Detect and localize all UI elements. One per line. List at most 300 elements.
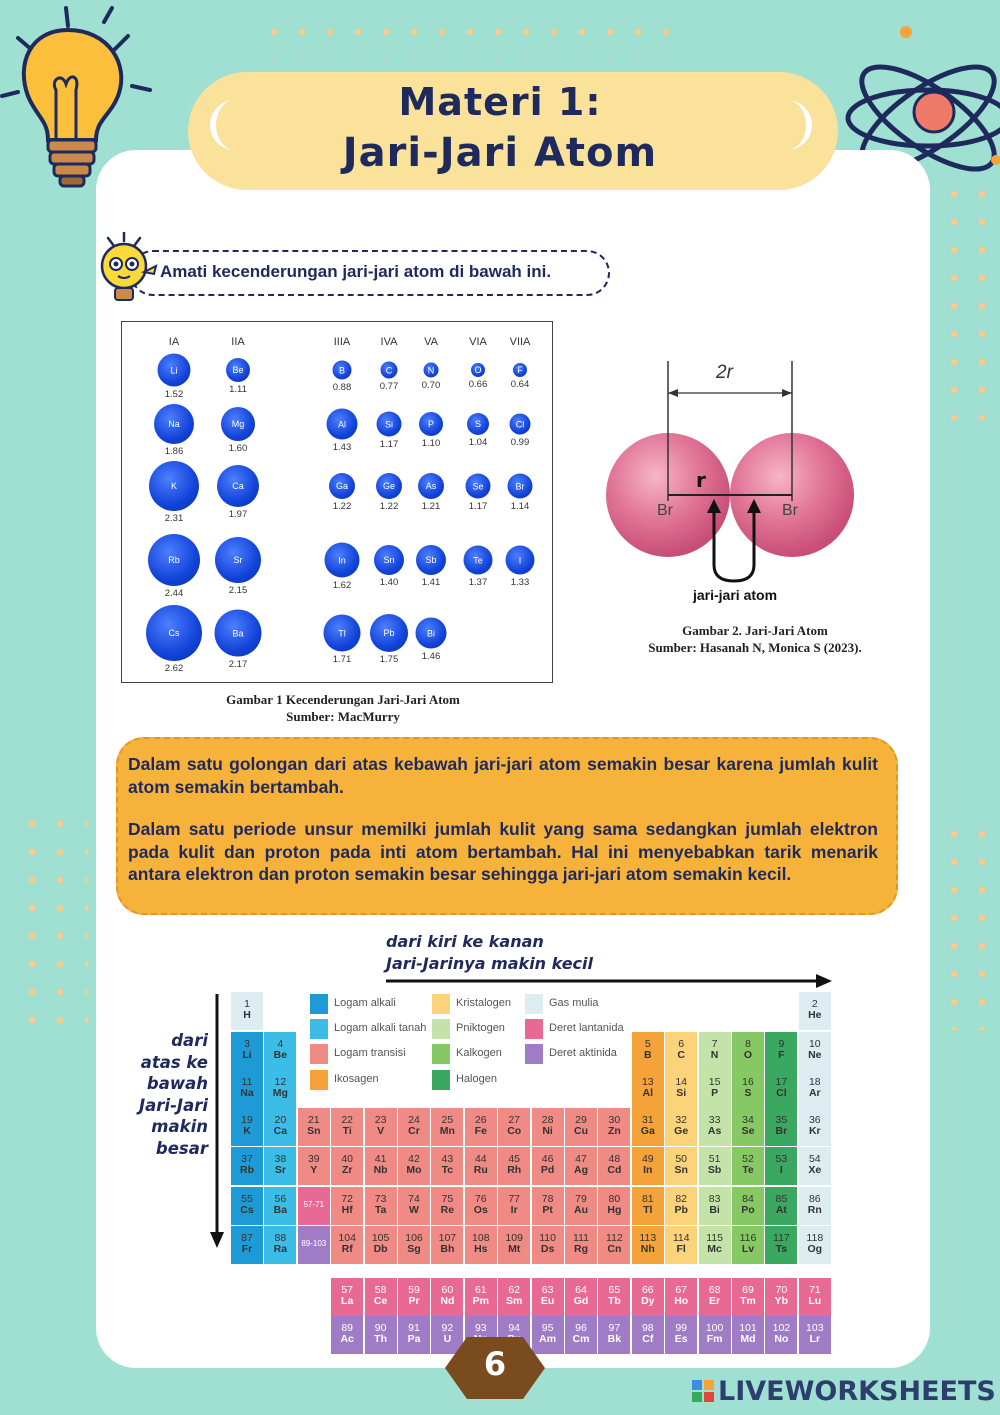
instruction-text: Amati kecenderungan jari-jari atom di bawah ini.	[160, 262, 552, 281]
element-cell	[231, 1147, 263, 1185]
element-symbol: Al	[642, 1087, 654, 1099]
element-symbol: Tb	[607, 1295, 621, 1307]
element-symbol: Ga	[640, 1125, 655, 1137]
atomic-number: 7	[711, 1038, 718, 1050]
atom-sphere: Cs	[146, 605, 202, 661]
group-header: IVA	[380, 336, 398, 348]
element-cell	[398, 1278, 430, 1316]
element-cell	[231, 992, 263, 1030]
atom-sphere: Tl	[324, 615, 361, 652]
element-symbol: Ho	[674, 1295, 689, 1307]
atomic-number: 50	[675, 1153, 688, 1165]
element-symbol: U	[443, 1333, 452, 1345]
element-cell	[699, 1108, 731, 1146]
element-symbol: Es	[674, 1333, 688, 1345]
atom-sphere: As	[418, 473, 444, 499]
element-cell	[298, 1147, 330, 1185]
element-cell	[598, 1108, 630, 1146]
element-symbol: Er	[709, 1295, 721, 1307]
element-symbol: Hs	[474, 1243, 488, 1255]
atomic-number: 52	[742, 1153, 754, 1165]
legend-swatch	[310, 1044, 328, 1064]
element-symbol: Rf	[341, 1243, 353, 1255]
element-cell	[565, 1108, 597, 1146]
element-symbol: Ca	[273, 1125, 288, 1137]
element-cell	[331, 1187, 363, 1225]
element-symbol: Dy	[641, 1295, 655, 1307]
element-cell	[565, 1316, 597, 1354]
atomic-number: 44	[474, 1153, 487, 1165]
element-symbol: Cm	[572, 1333, 590, 1345]
element-cell	[398, 1316, 430, 1354]
atomic-number: 30	[608, 1114, 621, 1126]
atomic-number: 68	[708, 1284, 721, 1296]
element-symbol: He	[808, 1009, 822, 1021]
atomic-number: 36	[808, 1114, 821, 1126]
element-symbol: Ir	[510, 1204, 518, 1216]
atomic-number: 74	[408, 1193, 420, 1205]
legend-swatch	[310, 994, 328, 1014]
atom-sphere: Si	[377, 412, 402, 437]
atomic-number: 43	[441, 1153, 454, 1165]
atomic-radius-value: 1.62	[332, 579, 352, 591]
element-cell	[465, 1226, 497, 1264]
element-symbol: Fe	[474, 1125, 487, 1137]
element-symbol: Sn	[674, 1164, 688, 1176]
group-header: VIIA	[509, 336, 531, 348]
element-symbol: Ar	[808, 1087, 821, 1099]
element-cell	[699, 1147, 731, 1185]
right-arrow-icon	[386, 972, 832, 990]
atomic-number: 39	[307, 1153, 320, 1165]
atomic-number: 66	[641, 1284, 654, 1296]
element-cell	[465, 1108, 497, 1146]
atomic-radius-value: 1.22	[379, 501, 399, 512]
atomic-number: 110	[539, 1232, 556, 1244]
atomic-number: 2	[811, 998, 818, 1010]
atomic-number: 58	[374, 1284, 387, 1296]
atomic-number: 73	[374, 1193, 387, 1205]
atomic-number: 55	[241, 1193, 253, 1205]
atomic-number: 37	[241, 1153, 253, 1165]
atomic-number: 111	[573, 1232, 589, 1244]
atomic-radius-value: 1.10	[421, 438, 441, 449]
element-symbol: N	[710, 1049, 719, 1061]
element-symbol: Ac	[340, 1333, 354, 1345]
atomic-radius-value: 0.77	[379, 380, 399, 392]
element-symbol: Og	[807, 1243, 823, 1255]
atomic-number: 48	[608, 1153, 621, 1165]
element-cell	[665, 1108, 697, 1146]
atomic-number: 15	[708, 1076, 721, 1088]
atomic-number: 117	[773, 1232, 790, 1244]
atomic-number: 94	[508, 1322, 521, 1334]
element-symbol: Cu	[574, 1125, 588, 1137]
legend-label: Logam transisi	[334, 1047, 406, 1059]
atomic-number: 86	[808, 1193, 821, 1205]
element-cell	[431, 1187, 463, 1225]
element-cell	[799, 1316, 831, 1354]
atomic-number: 56	[274, 1193, 287, 1205]
atomic-number: 65	[608, 1284, 621, 1296]
atomic-number: 75	[441, 1193, 454, 1205]
atom-sphere: I	[506, 546, 535, 575]
element-symbol: P	[711, 1087, 719, 1099]
element-cell	[365, 1316, 397, 1354]
legend-label: Deret lantanida	[549, 1022, 624, 1034]
dot-pattern-right-low	[940, 820, 1000, 1030]
element-cell	[598, 1147, 630, 1185]
element-cell	[465, 1187, 497, 1225]
element-symbol: B	[644, 1049, 652, 1061]
element-symbol: Tm	[740, 1295, 756, 1307]
element-symbol: Bh	[440, 1243, 455, 1255]
figure2-br2-diagram	[600, 355, 870, 615]
atom-sphere: K	[149, 461, 199, 511]
figure1-caption-title: Gambar 1 Kecenderungan Jari-Jari Atom	[226, 692, 460, 707]
atomic-number: 24	[408, 1114, 420, 1126]
element-symbol: Pt	[542, 1204, 553, 1216]
element-cell	[632, 1316, 664, 1354]
element-symbol: F	[778, 1049, 785, 1061]
element-symbol: Hf	[341, 1204, 353, 1216]
atomic-number: 35	[775, 1114, 788, 1126]
atomic-radius-value: 1.46	[421, 650, 441, 662]
atomic-radius-value: 1.33	[510, 576, 530, 588]
atomic-number: 46	[541, 1153, 554, 1165]
element-cell	[765, 1032, 797, 1070]
element-symbol: Tc	[441, 1164, 454, 1176]
atom-sphere: Sn	[374, 545, 404, 575]
legend-swatch	[525, 994, 543, 1014]
atomic-number: 27	[508, 1114, 521, 1126]
element-cell	[732, 1316, 764, 1354]
atomic-number: 61	[474, 1284, 487, 1296]
element-symbol: Yb	[774, 1295, 789, 1307]
element-symbol: Rn	[807, 1204, 822, 1216]
atom-sphere: Rb	[148, 534, 200, 586]
atomic-number: 33	[708, 1114, 721, 1126]
atomic-radius-value: 2.44	[164, 588, 184, 599]
atomic-number: 3	[244, 1038, 250, 1050]
element-symbol: Po	[741, 1204, 755, 1216]
atomic-number: 101	[739, 1322, 757, 1334]
atomic-number: 102	[772, 1322, 791, 1334]
atomic-number: 77	[508, 1193, 521, 1205]
element-cell	[799, 1226, 831, 1264]
element-symbol: I	[779, 1164, 783, 1176]
element-cell	[632, 1108, 664, 1146]
atom-sphere: S	[467, 413, 489, 435]
element-cell	[632, 1187, 664, 1225]
legend-label: Logam alkali tanah	[334, 1022, 427, 1034]
element-symbol: Rb	[240, 1164, 254, 1176]
element-cell	[431, 1108, 463, 1146]
element-cell	[765, 1226, 797, 1264]
atomic-number: 54	[808, 1153, 821, 1165]
atomic-number: 18	[808, 1076, 821, 1088]
element-cell	[565, 1187, 597, 1225]
element-symbol: Pm	[472, 1295, 489, 1307]
element-symbol: Rg	[574, 1243, 588, 1255]
element-cell	[799, 1108, 831, 1146]
atomic-number: 92	[441, 1322, 454, 1334]
element-cell	[765, 1187, 797, 1225]
atomic-number: 88	[274, 1232, 287, 1244]
element-cell	[532, 1147, 564, 1185]
element-symbol: Zn	[607, 1125, 621, 1137]
element-cell	[598, 1226, 630, 1264]
atom-sphere: Ga	[329, 473, 355, 499]
atomic-radius-value: 2.62	[164, 663, 184, 674]
element-cell	[665, 1278, 697, 1316]
atomic-radius-value: 1.43	[332, 441, 352, 453]
element-cell	[365, 1108, 397, 1146]
element-cell	[298, 1187, 330, 1225]
element-symbol: Ni	[542, 1125, 553, 1137]
atomic-radius-value: 1.60	[228, 443, 248, 454]
element-cell	[732, 1147, 764, 1185]
atomic-number: 113	[639, 1232, 657, 1244]
liveworksheets-logo-icon	[692, 1380, 714, 1402]
atomic-number: 19	[241, 1114, 253, 1126]
atomic-radius-value: 2.15	[228, 585, 248, 596]
element-symbol: Ta	[374, 1204, 387, 1216]
dot-pattern-top	[260, 18, 680, 58]
element-symbol: Pd	[540, 1164, 555, 1176]
atom-sphere: Te	[464, 546, 493, 575]
atomic-radius-value: 1.97	[228, 509, 248, 520]
atom-sphere: Pb	[370, 614, 408, 652]
element-symbol: Nd	[440, 1295, 455, 1307]
element-symbol: Ru	[473, 1164, 488, 1176]
atomic-number: 80	[608, 1193, 621, 1205]
element-cell	[732, 1187, 764, 1225]
element-cell	[799, 1187, 831, 1225]
atom-sphere: Sr	[215, 537, 261, 583]
element-symbol: Sg	[407, 1243, 421, 1255]
element-symbol: Ne	[808, 1049, 822, 1061]
element-cell	[632, 1278, 664, 1316]
element-cell	[398, 1108, 430, 1146]
element-symbol: Li	[242, 1049, 252, 1061]
element-symbol: Ra	[273, 1243, 288, 1255]
legend-swatch	[432, 1019, 450, 1039]
atom-sphere: Be	[226, 358, 250, 382]
atomic-radius-value: 1.22	[332, 501, 352, 512]
atomic-number: 25	[441, 1114, 454, 1126]
element-cell	[532, 1278, 564, 1316]
atomic-radius-value: 1.17	[468, 500, 488, 512]
legend-swatch	[525, 1019, 543, 1039]
element-symbol: Md	[740, 1333, 756, 1345]
element-symbol: Am	[539, 1333, 557, 1345]
dot-pattern-right	[940, 180, 1000, 420]
element-symbol: S	[744, 1087, 752, 1099]
atom-sphere: B	[333, 361, 352, 380]
element-cell	[765, 1070, 797, 1108]
group-header: VA	[424, 336, 438, 348]
element-cell	[231, 1070, 263, 1108]
element-symbol: K	[243, 1125, 251, 1137]
element-symbol: Nh	[640, 1243, 655, 1255]
element-symbol: Hg	[607, 1204, 622, 1216]
atomic-radius-value: 2.17	[228, 658, 248, 670]
element-symbol: Na	[240, 1087, 254, 1099]
atomic-radius-value: 2.31	[164, 513, 184, 524]
atomic-radius-value: 1.71	[332, 653, 352, 665]
atomic-number: 114	[672, 1232, 690, 1244]
lightbulb-mascot-icon	[94, 232, 160, 306]
element-symbol: Rh	[507, 1164, 522, 1176]
atom-sphere: Mg	[221, 407, 255, 441]
element-cell	[264, 1032, 296, 1070]
atomic-number: 109	[505, 1232, 523, 1244]
element-symbol: No	[774, 1333, 789, 1345]
atomic-number: 1	[244, 998, 250, 1010]
atomic-number: 45	[508, 1153, 521, 1165]
element-cell	[732, 1278, 764, 1316]
element-cell	[565, 1278, 597, 1316]
atomic-number: 87	[241, 1232, 253, 1244]
atomic-radius-pointer-label: jari-jari atom	[692, 587, 778, 603]
atomic-number: 100	[705, 1322, 724, 1334]
atomic-number: 83	[708, 1193, 721, 1205]
element-cell	[732, 1032, 764, 1070]
atom-sphere: F	[513, 363, 527, 377]
legend-swatch	[310, 1019, 328, 1039]
element-cell	[765, 1316, 797, 1354]
element-cell	[365, 1226, 397, 1264]
element-cell	[532, 1226, 564, 1264]
atomic-number: 72	[341, 1193, 354, 1205]
atomic-radius-value: 1.75	[379, 654, 399, 665]
atomic-number: 70	[775, 1284, 788, 1296]
element-symbol: Ds	[540, 1243, 555, 1255]
page-number: 6	[483, 1345, 507, 1383]
element-cell	[431, 1278, 463, 1316]
atomic-number: 17	[775, 1076, 788, 1088]
atomic-number: 76	[474, 1193, 487, 1205]
element-symbol: Pa	[407, 1333, 421, 1345]
element-symbol: Fm	[706, 1333, 723, 1345]
element-symbol: Eu	[540, 1295, 555, 1307]
atomic-number: 118	[806, 1232, 824, 1244]
element-cell	[598, 1316, 630, 1354]
element-cell	[498, 1147, 530, 1185]
atomic-number: 16	[742, 1076, 754, 1088]
element-symbol: Au	[574, 1204, 588, 1216]
legend-label: Kristalogen	[456, 997, 512, 1009]
atom-sphere: Na	[154, 404, 194, 444]
atomic-number: 9	[778, 1038, 785, 1050]
element-symbol: Se	[741, 1125, 755, 1137]
atomic-number: 64	[575, 1284, 587, 1296]
element-cell	[598, 1278, 630, 1316]
atomic-number: 60	[441, 1284, 454, 1296]
atomic-number: 89-103	[301, 1239, 327, 1248]
group-header: IIA	[231, 336, 245, 348]
element-cell	[598, 1187, 630, 1225]
explanation-group-trend: Dalam satu golongan dari atas kebawah jari-jari atom semakin besar karena jumlah kulit atom semakin bertambah.	[128, 754, 878, 797]
atomic-number: 81	[641, 1193, 654, 1205]
element-cell	[431, 1147, 463, 1185]
atomic-number: 104	[338, 1232, 356, 1244]
element-symbol: Th	[374, 1333, 387, 1345]
atomic-number: 6	[678, 1038, 685, 1050]
atomic-number: 53	[775, 1153, 788, 1165]
radius-label: r	[696, 468, 706, 492]
element-symbol: At	[775, 1204, 787, 1216]
legend-label: Kalkogen	[456, 1047, 502, 1059]
element-cell	[298, 1226, 330, 1264]
element-symbol: C	[677, 1049, 685, 1061]
element-cell	[632, 1032, 664, 1070]
element-symbol: Te	[742, 1164, 754, 1176]
explanation-period-trend: Dalam satu periode unsur memilki jumlah kulit yang sama sedangkan jumlah elektron pada kulit dan proton pada inti atom bertambah. Hal ini menyebabkan tarik menarik antara elektron dan proton semakin besar sehingga jari-jari atom semakin kecil.	[128, 819, 878, 884]
element-cell	[264, 1147, 296, 1185]
figure2-caption-title: Gambar 2. Jari-Jari Atom	[682, 623, 828, 638]
element-cell	[665, 1226, 697, 1264]
down-arrow-icon	[208, 994, 226, 1248]
atomic-number: 107	[438, 1232, 457, 1244]
element-symbol: Cd	[607, 1164, 622, 1176]
legend-label: Deret aktinida	[549, 1047, 617, 1059]
element-symbol: Sm	[506, 1295, 523, 1307]
element-cell	[699, 1070, 731, 1108]
atomic-number: 112	[606, 1232, 623, 1244]
element-cell	[799, 992, 831, 1030]
atomic-number: 42	[408, 1153, 420, 1165]
element-symbol: Mc	[707, 1243, 722, 1255]
atomic-radius-value: 0.64	[510, 379, 530, 390]
element-symbol: Si	[676, 1087, 687, 1099]
horizontal-trend-line2: Jari-Jarinya makin kecil	[386, 954, 594, 973]
legend-label: Halogen	[456, 1073, 497, 1085]
element-symbol: Lu	[808, 1295, 822, 1307]
element-symbol: Sn	[307, 1125, 321, 1137]
element-cell	[699, 1316, 731, 1354]
element-cell	[632, 1147, 664, 1185]
element-cell	[264, 1070, 296, 1108]
element-cell	[665, 1187, 697, 1225]
element-cell	[331, 1226, 363, 1264]
atomic-number: 78	[541, 1193, 554, 1205]
atomic-number: 49	[641, 1153, 654, 1165]
atom-sphere: Sb	[416, 545, 446, 575]
element-symbol: Ge	[674, 1125, 689, 1137]
atomic-number: 21	[307, 1114, 320, 1126]
element-cell	[365, 1278, 397, 1316]
element-cell	[632, 1226, 664, 1264]
atomic-number: 89	[341, 1322, 354, 1334]
element-symbol: W	[409, 1204, 419, 1216]
atom-sphere: Ca	[217, 465, 259, 507]
horizontal-trend-line1: dari kiri ke kanan	[386, 932, 544, 951]
bromine-label-left: Br	[657, 502, 673, 519]
atomic-number: 82	[675, 1193, 688, 1205]
element-cell	[632, 1070, 664, 1108]
atomic-number: 108	[472, 1232, 490, 1244]
element-symbol: Tl	[643, 1204, 653, 1216]
atomic-radius-value: 1.11	[229, 384, 247, 395]
group-header: IIIA	[333, 336, 351, 348]
element-symbol: Ti	[342, 1125, 352, 1137]
element-cell	[732, 1070, 764, 1108]
element-cell	[799, 1278, 831, 1316]
element-symbol: Mg	[272, 1087, 288, 1099]
atomic-number: 99	[675, 1322, 688, 1334]
